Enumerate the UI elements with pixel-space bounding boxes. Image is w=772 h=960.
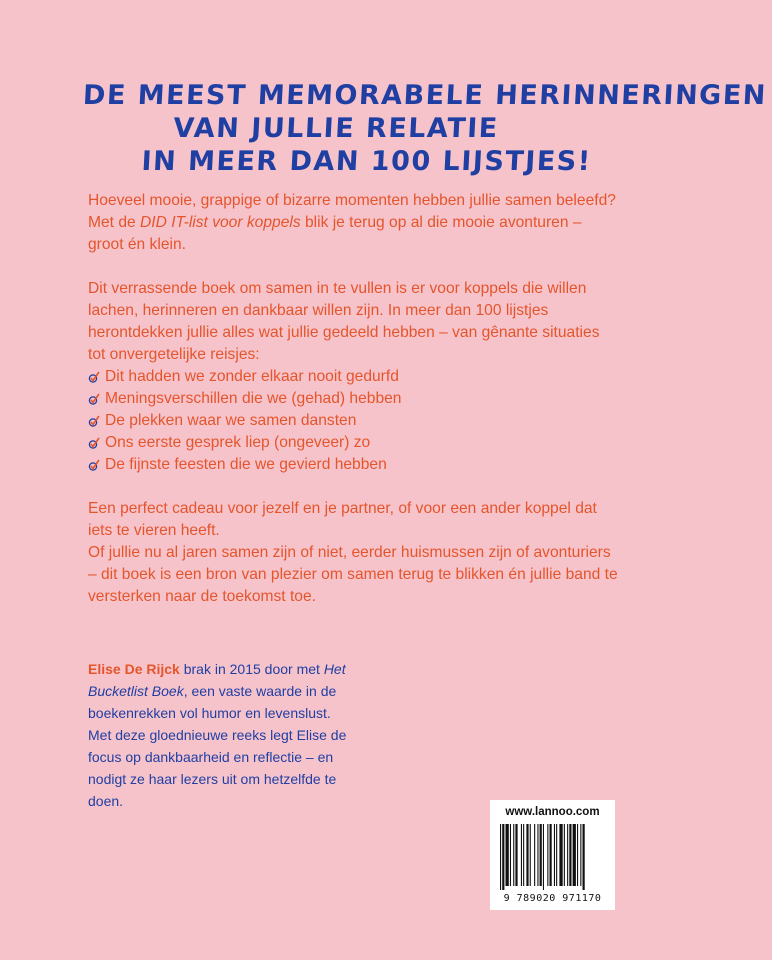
barcode-bar xyxy=(554,824,555,886)
barcode-bar xyxy=(523,824,524,886)
barcode-bar xyxy=(526,824,528,886)
checklist-item xyxy=(88,410,618,432)
bio-paragraph-1 xyxy=(88,658,358,724)
headline-line-1: DE MEEST MEMORABELE HERINNERINGEN xyxy=(82,80,768,111)
barcode-bar xyxy=(564,824,565,886)
author-bio xyxy=(88,658,358,812)
checkmark-icon xyxy=(88,459,100,471)
checkmark-icon xyxy=(88,371,100,383)
barcode-bar xyxy=(580,824,581,886)
checklist-item xyxy=(88,432,618,454)
barcode-bar xyxy=(521,824,522,886)
checklist xyxy=(88,366,618,476)
checklist-text: Dit hadden we zonder elkaar nooit gedurfd xyxy=(105,368,399,385)
barcode-bar xyxy=(547,824,548,886)
bio-text: brak in 2015 door met xyxy=(179,661,324,677)
intro-text: Hoeveel mooie, grappige of bizarre momenten hebben jullie samen beleefd? Met de xyxy=(88,192,616,231)
barcode-bar xyxy=(556,824,557,886)
paragraph-3b: Of jullie nu al jaren samen zijn of niet, eerder huismussen zijn of avonturiers – dit boek is een bron van plezier om samen terug te blikken én jullie band te versterken naar de toekomst toe. xyxy=(88,544,618,605)
publisher-url: www.lannoo.com xyxy=(505,806,600,818)
checklist-text: De fijnste feesten die we gevierd hebben xyxy=(105,456,387,473)
barcode-bar xyxy=(513,824,514,886)
intro-text-end: blik je terug op al die mooie avonturen – groot én klein. xyxy=(88,214,582,253)
barcode-bar xyxy=(510,824,511,886)
checkmark-icon xyxy=(88,437,100,449)
barcode-bar xyxy=(577,824,578,886)
blurb xyxy=(88,190,618,608)
paragraph-3a: Een perfect cadeau voor jezelf en je partner, of voor een ander koppel dat iets te vieren heeft. xyxy=(88,500,597,539)
checklist-text: Meningsverschillen die we (gehad) hebben xyxy=(105,390,402,407)
bio-paragraph-2: Met deze gloednieuwe reeks legt Elise de focus op dankbaarheid en reflectie – en nodigt ze haar lezers uit om hetzelfde te doen. xyxy=(88,727,347,809)
headline-line-3: IN MEER DAN 100 LIJSTJES! xyxy=(140,146,593,177)
barcode-bar xyxy=(583,824,585,890)
barcode-bar xyxy=(543,824,544,890)
barcode-bar xyxy=(502,824,504,890)
checklist-item xyxy=(88,366,618,388)
paragraph-2: Dit verrassende boek om samen in te vullen is er voor koppels die willen lachen, herinneren en dankbaar willen zijn. In meer dan 100 lijstjes herontdekken jullie alles wat jullie gedeeld hebben – van gênante situaties tot onvergetelijke reisjes: xyxy=(88,280,600,363)
bio-book-title: Het Bucketlist Boek xyxy=(88,661,346,699)
barcode-bar xyxy=(559,824,562,886)
barcode-bar xyxy=(534,824,535,886)
bio-text-2: , een vaste waarde in de boekenrekken vol humor en levenslust. xyxy=(88,683,337,721)
barcode-bar xyxy=(500,824,501,890)
checklist-text: Ons eerste gesprek liep (ongeveer) zo xyxy=(105,434,371,451)
barcode-bar xyxy=(550,824,552,886)
checklist-item xyxy=(88,388,618,410)
barcode-bar xyxy=(567,824,568,886)
checklist-text: De plekken waar we samen dansten xyxy=(105,412,357,429)
intro-paragraph xyxy=(88,190,618,256)
checklist-item xyxy=(88,454,618,476)
barcode-panel xyxy=(490,800,615,910)
isbn-number: 9 789020 971170 xyxy=(503,893,602,904)
headline-line-2: VAN JULLIE RELATIE xyxy=(172,113,500,144)
barcode-bar xyxy=(540,824,542,886)
barcode-bar xyxy=(506,824,509,886)
barcode-bar xyxy=(530,824,531,886)
author-name: Elise De Rijck xyxy=(88,661,180,677)
barcode-bar xyxy=(515,824,517,886)
checkmark-icon xyxy=(88,415,100,427)
barcode xyxy=(500,824,605,890)
barcode-bar xyxy=(569,824,571,886)
barcode-bar xyxy=(537,824,538,886)
barcode-bar xyxy=(573,824,576,886)
checkmark-icon xyxy=(88,393,100,405)
intro-title: DID IT-list voor koppels xyxy=(140,214,301,231)
